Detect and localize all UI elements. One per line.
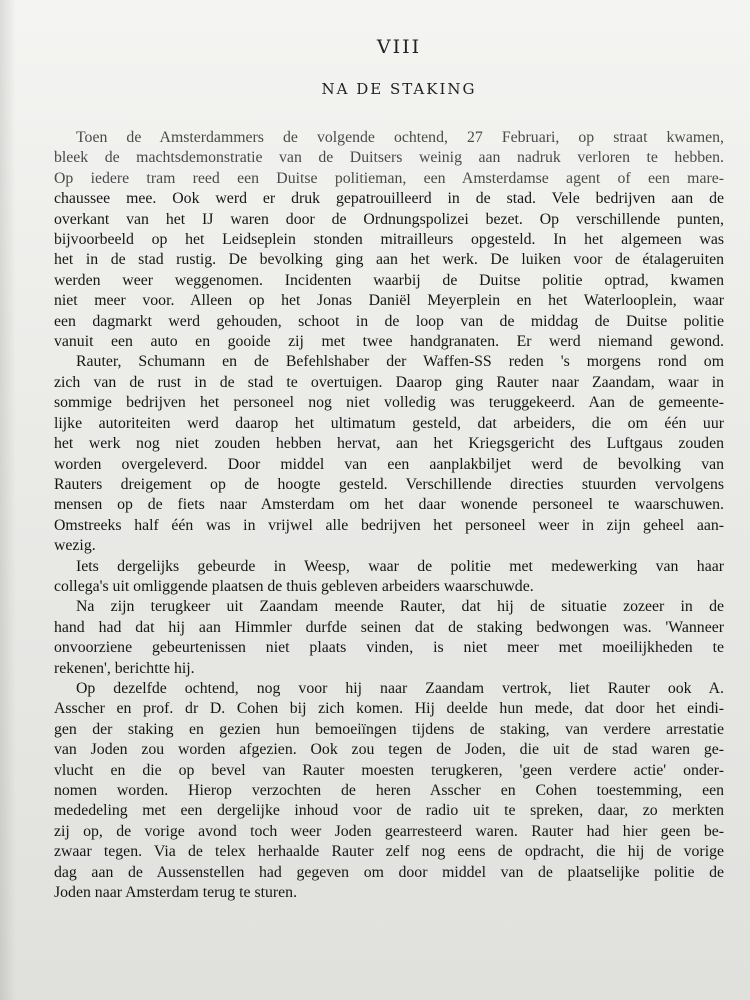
text-line: zij op, de vorige avond toch weer Joden gearresteerd waren. Rauter had hier geen be- [54,822,724,840]
text-line: Rauter, Schumann en de Befehlshaber der Waffen-SS reden 's morgens rond om [76,353,724,371]
text-line: Op iedere tram reed een Duitse politieman, een Amsterdamse agent of een mare- [54,169,724,187]
text-line: Joden naar Amsterdam terug te sturen. [54,884,298,902]
text-line: vlucht en die op bevel van Rauter moesten terugkeren, 'geen verdere actie' onder- [54,761,724,779]
text-line: gen der staking en gezien hun bemoeiïngen tijdens de staking, van verdere arrestatie [54,720,724,738]
text-line: Omstreeks half één was in vrijwel alle bedrijven het personeel weer in zijn geheel aan- [54,516,724,534]
text-line: niet meer voor. Alleen op het Jonas Daniël Meyerplein en het Waterlooplein, waar [54,292,724,310]
text-line: mededeling met een dergelijke inhoud voor de radio uit te spreken, daar, zo merkten [54,802,724,820]
text-line: wezig. [54,537,96,555]
text-line: het werk nog niet zouden hebben hervat, aan het Kriegsgericht des Luftgaus zouden [54,435,724,453]
text-line: van Joden zou worden afgezien. Ook zou tegen de Joden, die uit de stad waren ge- [54,741,724,759]
text-line: Iets dergelijks gebeurde in Weesp, waar de politie met medewerking van haar [76,557,724,575]
text-line: mensen op de fiets naar Amsterdam om het daar wonende personeel te waarschuwen. [54,496,724,514]
text-line: worden overgeleverd. Door middel van een aanplakbiljet werd de bevolking van [54,455,724,473]
chapter-title: NA DE STAKING [321,80,477,98]
text-line: Na zijn terugkeer uit Zaandam meende Rauter, dat hij de situatie zozeer in de [76,598,724,616]
text-line: een dagmarkt werd gehouden, schoot in de loop van de middag de Duitse politie [54,312,724,330]
text-line: collega's uit omliggende plaatsen de thuis gebleven arbeiders waarschuwde. [54,577,534,595]
text-line: sommige bedrijven het personeel nog niet volledig was teruggekeerd. Aan de gemeente- [54,394,724,412]
text-line: zwaar tegen. Via de telex herhaalde Rauter zelf nog eens de opdracht, die hij de vorige [54,843,724,861]
text-line: hand had dat hij aan Himmler durfde seinen dat de staking bedwongen was. 'Wanneer [54,618,724,636]
text-line: zich van de rust in de stad te overtuigen. Daarop ging Rauter naar Zaandam, waar in [54,373,724,391]
text-line: Asscher en prof. dr D. Cohen bij zich komen. Hij deelde hun mede, dat door het eindi- [54,700,724,718]
text-line: onvoorziene gebeurtenissen niet plaats vinden, is niet meer met moeilijkheden te [54,639,724,657]
text-line: Op dezelfde ochtend, nog voor hij naar Zaandam vertrok, liet Rauter ook A. [76,679,724,697]
text-line: werden weer weggenomen. Incidenten waarbij de Duitse politie optrad, kwamen [54,271,724,289]
text-line: het in de stad rustig. De bevolking ging aan het werk. De luiken voor de étalageruiten [54,251,724,269]
text-line: Rauters dreigement op de hoogte gesteld. Verschillende directies stuurden vervolgens [54,475,724,493]
text-line: bleek de machtsdemonstratie van de Duitsers weinig aan nadruk verloren te hebben. [54,149,724,167]
text-line: nomen worden. Hierop verzochten de heren Asscher en Cohen toestemming, een [54,782,724,799]
text-line: lijke autoriteiten werd daarop het ultimatum gesteld, dat arbeiders, die om één uur [54,414,724,432]
text-line: vanuit een auto en gooide zij met twee handgranaten. Er werd niemand gewond. [54,333,724,351]
chapter-number: VIII [376,36,422,58]
text-line: overkant van het IJ waren door de Ordnungspolizei bezet. Op verschillende punten, [54,210,724,228]
body-text [54,128,724,903]
text-line: Toen de Amsterdammers de volgende ochtend, 27 Februari, op straat kwamen, [76,129,724,146]
text-line: rekenen', berichtte hij. [54,659,195,677]
text-line: chaussee mee. Ook werd er druk gepatrouilleerd in de stad. Vele bedrijven aan de [54,190,724,208]
text-line: dag aan de Aussenstellen had gegeven om door middel van de plaatselijke politie de [54,863,724,881]
text-line: bijvoorbeeld op het Leidseplein stonden mitrailleurs opgesteld. In het algemeen was [54,231,724,249]
